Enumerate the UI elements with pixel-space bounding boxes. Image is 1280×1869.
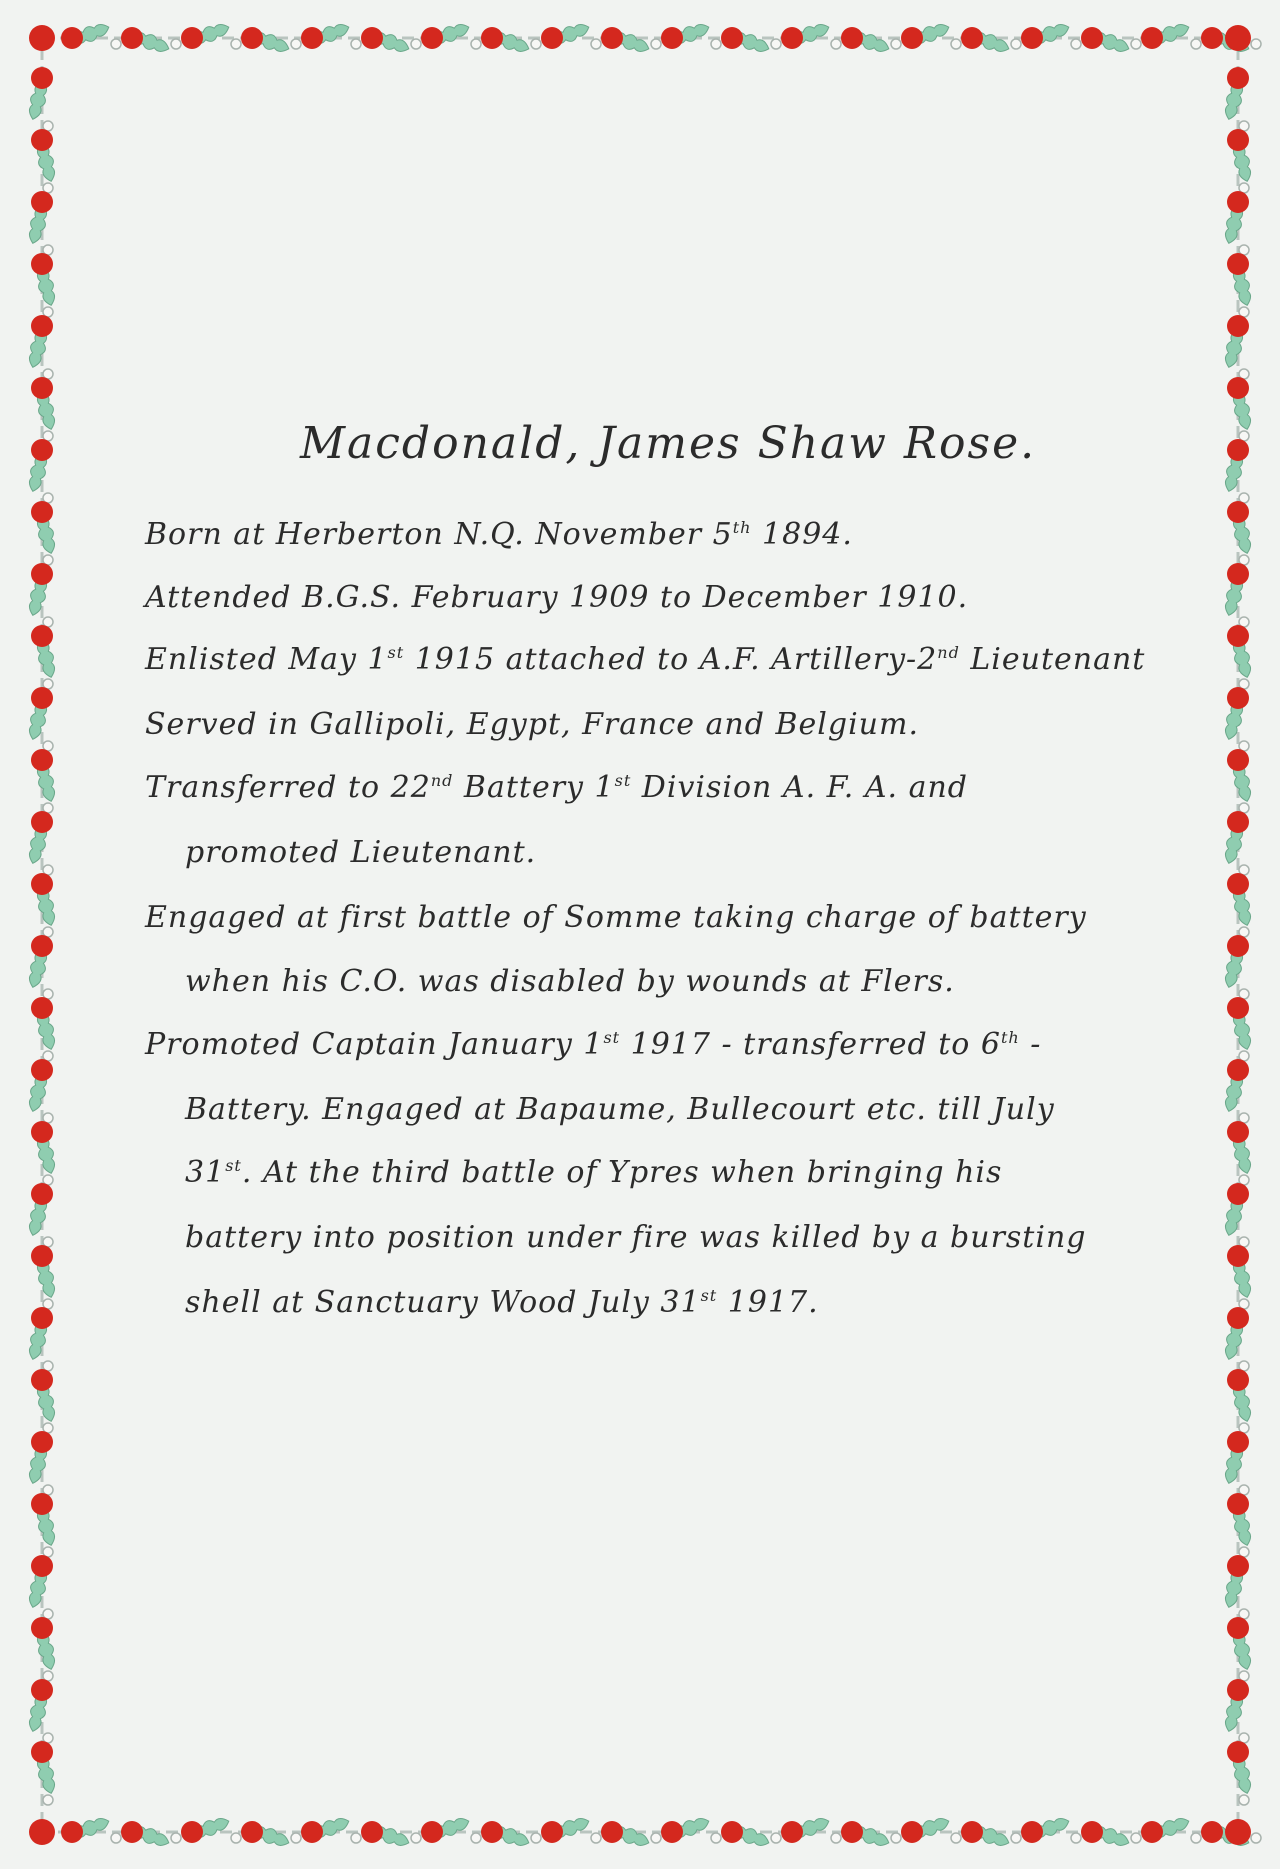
record-line-3: Enlisted May 1st 1915 attached to A.F. Artillery-2nd Lieutenant <box>145 642 1146 677</box>
record-line-6: promoted Lieutenant. <box>185 835 537 870</box>
record-line-9: Promoted Captain January 1st 1917 - transferred to 6th - <box>145 1027 1042 1062</box>
page-title: Macdonald, James Shaw Rose. <box>300 418 1037 469</box>
record-line-1: Born at Herberton N.Q. November 5th 1894. <box>145 517 853 552</box>
record-line-7: Engaged at first battle of Somme taking charge of battery <box>145 900 1087 935</box>
record-line-4: Served in Gallipoli, Egypt, France and Belgium. <box>145 707 919 742</box>
record-line-10: Battery. Engaged at Bapaume, Bullecourt etc. till July <box>185 1092 1055 1127</box>
record-line-12: battery into position under fire was killed by a bursting <box>185 1220 1087 1255</box>
record-line-5: Transferred to 22nd Battery 1st Division A. F. A. and <box>145 770 969 805</box>
record-line-11: 31st. At the third battle of Ypres when bringing his <box>185 1155 1003 1190</box>
record-line-8: when his C.O. was disabled by wounds at Flers. <box>185 964 955 999</box>
record-line-13: shell at Sanctuary Wood July 31st 1917. <box>185 1285 819 1320</box>
record-line-2: Attended B.G.S. February 1909 to December 1910. <box>145 580 969 615</box>
